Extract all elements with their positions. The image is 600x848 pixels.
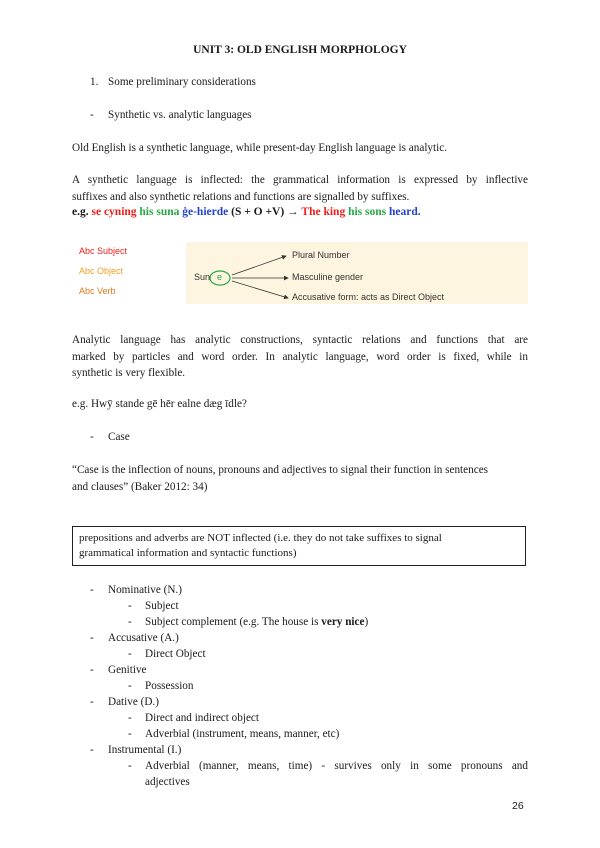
paragraph-synthetic-line1: A synthetic language is inflected: the grammatical information is expressed by inflective <box>72 174 528 186</box>
case-instrumental: Instrumental (I.) <box>108 744 182 756</box>
page-number: 26 <box>512 800 524 812</box>
list-dash: - <box>90 696 94 708</box>
list-dash: - <box>90 632 94 644</box>
list-dash: - <box>90 584 94 596</box>
list-dash: - <box>90 664 94 676</box>
diagram-label-plural: Plural Number <box>292 250 350 260</box>
diagram-label-gender: Masculine gender <box>292 272 364 282</box>
example-subject: se cyning <box>91 206 137 218</box>
case-quote-line1: “Case is the inflection of nouns, pronouns and adjectives to signal their function in sentences <box>72 464 489 476</box>
subheading-synthetic-analytic: Synthetic vs. analytic languages <box>108 109 252 121</box>
arrow-plural <box>232 256 286 275</box>
list-dash: - <box>128 680 132 692</box>
paragraph-analytic-line2: marked by particles and word order. In analytic language, word order is fixed, while in <box>72 350 528 363</box>
nominative-sub-2-bold: very nice <box>321 616 365 628</box>
example-prefix: e.g. <box>72 206 89 218</box>
subheading-dash: - <box>90 431 94 443</box>
legend-subject: Abc Subject <box>79 246 128 256</box>
list-dash: - <box>128 616 132 628</box>
translation-subject: The king <box>301 206 346 218</box>
case-quote-line2: and clauses” (Baker 2012: 34) <box>72 480 208 493</box>
note-line1: prepositions and adverbs are NOT inflected (i.e. they do not take suffixes to signal <box>79 532 442 544</box>
nominative-sub-2 <box>145 614 368 630</box>
page-title: UNIT 3: OLD ENGLISH MORPHOLOGY <box>193 44 407 56</box>
instrumental-sub-1-cont: adjectives <box>145 776 190 788</box>
case-accusative: Accusative (A.) <box>108 632 179 644</box>
translation-object: his sons <box>348 206 387 218</box>
list-dash: - <box>128 728 132 740</box>
note-box <box>72 526 526 566</box>
diagram-label-case: Accusative form: acts as Direct Object <box>292 292 445 302</box>
subheading-dash: - <box>90 109 94 121</box>
example-formula: (S + O +V) → <box>231 206 299 218</box>
section-number: 1. <box>90 76 99 88</box>
example-object: his suna <box>139 206 180 218</box>
paragraph-analytic-line1: Analytic language has analytic constructions, syntactic relations and functions that are <box>72 334 528 346</box>
paragraph-synthetic <box>72 172 528 205</box>
list-dash: - <box>128 760 132 772</box>
nominative-sub-2-close: ) <box>364 616 369 628</box>
example-verb: ġe-hierde <box>182 206 229 218</box>
list-dash: - <box>128 712 132 724</box>
subheading-case: Case <box>108 431 130 443</box>
nominative-sub-2-text: Subject complement (e.g. The house is <box>145 616 322 628</box>
paragraph-intro: Old English is a synthetic language, while present-day English language is analytic. <box>72 142 447 154</box>
dative-sub-1: Direct and indirect object <box>145 712 259 724</box>
example-sentence-1 <box>72 206 421 218</box>
paragraph-analytic <box>72 332 528 382</box>
case-nominative: Nominative (N.) <box>108 584 182 596</box>
note-line2: grammatical information and syntactic functions) <box>79 547 297 559</box>
list-dash: - <box>128 600 132 612</box>
list-dash: - <box>128 648 132 660</box>
example-sentence-2: e.g. Hwȳ stande gē hēr ealne dæg īdle? <box>72 398 247 410</box>
genitive-sub-1: Possession <box>145 680 194 692</box>
morphology-diagram <box>186 242 528 304</box>
paragraph-synthetic-line2: suffixes and also synthetic relations and functions are signalled by suffixes. <box>72 190 410 203</box>
paragraph-analytic-line3: synthetic is very flexible. <box>72 367 186 379</box>
case-dative: Dative (D.) <box>108 696 159 708</box>
dative-sub-2: Adverbial (instrument, means, manner, etc) <box>145 728 340 740</box>
case-quote <box>72 462 528 495</box>
accusative-sub-1: Direct Object <box>145 648 206 660</box>
list-dash: - <box>90 744 94 756</box>
arrow-case <box>232 281 288 298</box>
section-heading: Some preliminary considerations <box>108 76 256 88</box>
legend-object: Abc Object <box>79 266 124 276</box>
legend-verb: Abc Verb <box>79 286 116 296</box>
translation-verb: heard. <box>389 206 421 218</box>
diagram-stem: Sun <box>194 272 211 282</box>
instrumental-sub-1: Adverbial (manner, means, time) - survives only in some pronouns and <box>145 760 528 772</box>
case-genitive: Genitive <box>108 664 147 676</box>
diagram-suffix: e <box>217 272 223 282</box>
nominative-sub-1: Subject <box>145 600 179 612</box>
